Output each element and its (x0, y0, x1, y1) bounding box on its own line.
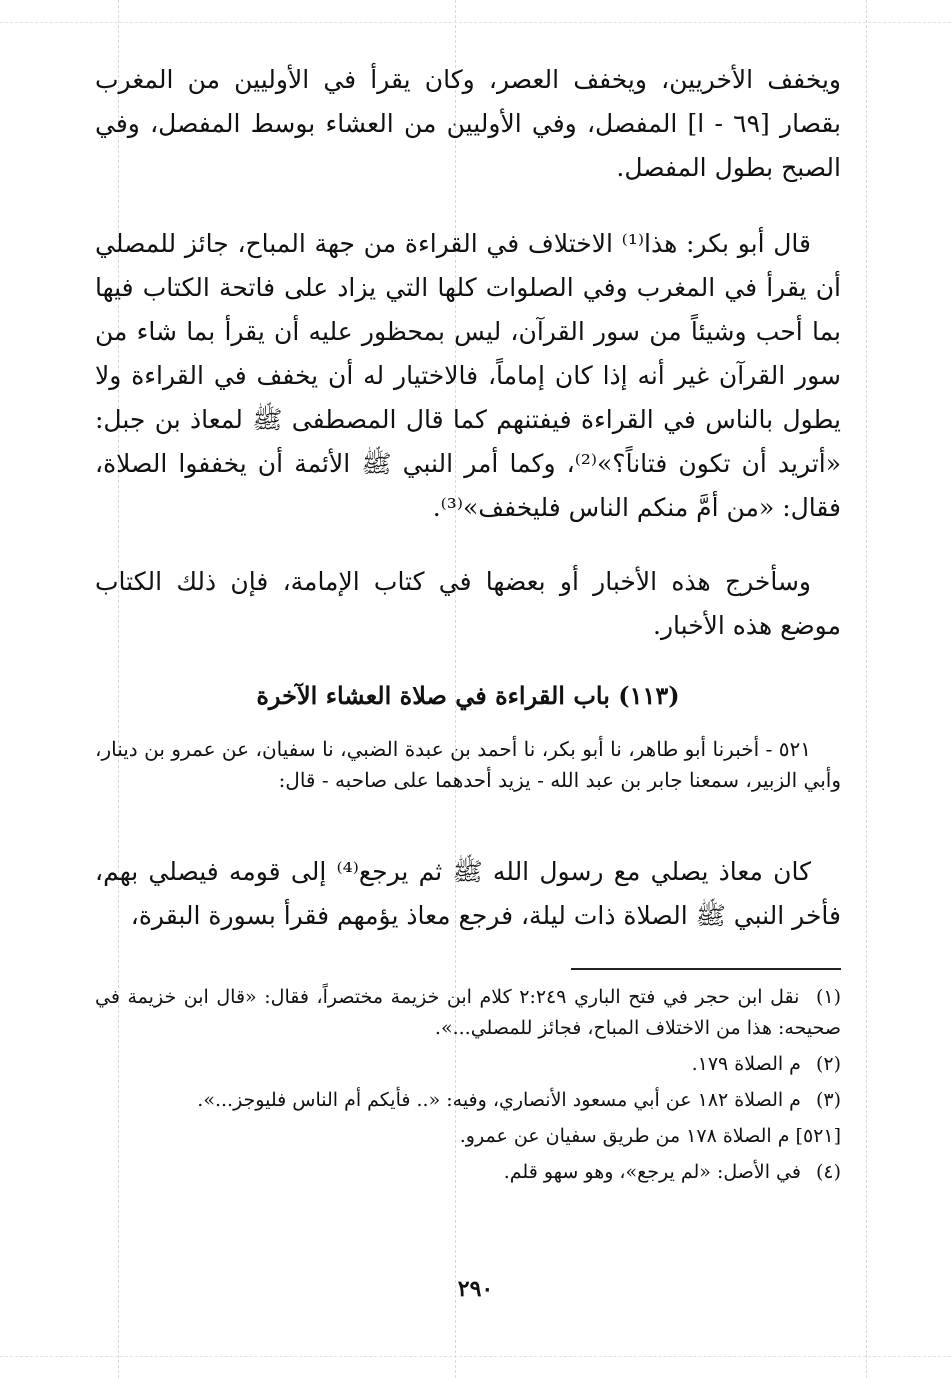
footnote-number: (٢) (815, 1053, 841, 1075)
scan-guide-line (0, 1356, 951, 1357)
footnote-number: (٣) (815, 1089, 841, 1111)
scan-guide-line (0, 22, 951, 23)
footnote-4 (95, 1157, 841, 1188)
footnote-number: (١) (815, 986, 841, 1008)
footnote-2 (95, 1049, 841, 1080)
footnote-text: م الصلاة ١٧٨ من طريق سفيان عن عمرو. (459, 1125, 790, 1147)
footnote-number: (٤) (815, 1161, 841, 1183)
footnote-text: م الصلاة ١٨٢ عن أبي مسعود الأنصاري، وفيه: «.. فأيكم أم الناس فليوجز...». (197, 1089, 801, 1111)
footnote-text: م الصلاة ١٧٩. (691, 1053, 801, 1075)
page-number: ٢٩٠ (457, 1276, 494, 1302)
footnote-separator (571, 968, 841, 970)
footnotes (95, 982, 841, 1193)
footnote-1 (95, 982, 841, 1044)
hadith-isnad: ٥٢١ - أخبرنا أبو طاهر، نا أبو بكر، نا أحمد بن عبدة الضبي، نا سفيان، عن عمرو بن دينار، وأبي الزبير، سمعنا جابر بن عبد الله - يزيد أحدهما على صاحبه - قال: (95, 737, 841, 792)
footnote-number: [٥٢١] (795, 1125, 841, 1147)
footnote-text: نقل ابن حجر في فتح الباري ٢:٢٤٩ كلام ابن خزيمة مختصراً، فقال: «قال ابن خزيمة في صحيحه: هذا من الاختلاف المباح، فجائز للمصلي...». (95, 986, 841, 1039)
footnote-521 (95, 1121, 841, 1152)
footnote-3 (95, 1085, 841, 1116)
main-paragraph-1: ويخفف الأخريين، ويخفف العصر، وكان يقرأ في الأوليين من المغرب بقصار [٦٩ - ا] المفصل، وفي الأوليين من العشاء بوسط المفصل، وفي الصبح بطول المفصل. (95, 65, 841, 182)
hadith-matn: كان معاذ يصلي مع رسول الله ﷺ ثم يرجع⁽⁴⁾ إلى قومه فيصلي بهم، فأخر النبي ﷺ الصلاة ذات ليلة، فرجع معاذ يؤمهم فقرأ بسورة البقرة، (95, 857, 841, 930)
main-paragraph-2: قال أبو بكر: هذا⁽¹⁾ الاختلاف في القراءة من جهة المباح، جائز للمصلي أن يقرأ في المغرب وفي الصلوات كلها التي يزاد على فاتحة الكتاب فيها بما أحب وشيئاً من سور القرآن، ليس بمحظور عليه أن يقرأ بما شاء من سور القرآن غير أنه إذا كان إماماً، فالاختيار له أن يخفف في القراءة ولا يطول بالناس في القراءة فيفتنهم كما قال المصطفى ﷺ لمعاذ بن جبل: «أتريد أن تكون فتاناً؟»⁽²⁾، وكما أمر النبي ﷺ الأئمة أن يخففوا الصلاة، فقال: «من أمَّ منكم الناس فليخفف»⁽³⁾. (95, 229, 842, 522)
footnote-text: في الأصل: «لم يرجع»، وهو سهو قلم. (503, 1161, 801, 1183)
scan-guide-line (866, 0, 867, 1378)
chapter-heading: (١١٣) باب القراءة في صلاة العشاء الآخرة (256, 681, 680, 710)
main-paragraph-3: وسأخرج هذه الأخبار أو بعضها في كتاب الإمامة، فإن ذلك الكتاب موضع هذه الأخبار. (95, 567, 841, 640)
